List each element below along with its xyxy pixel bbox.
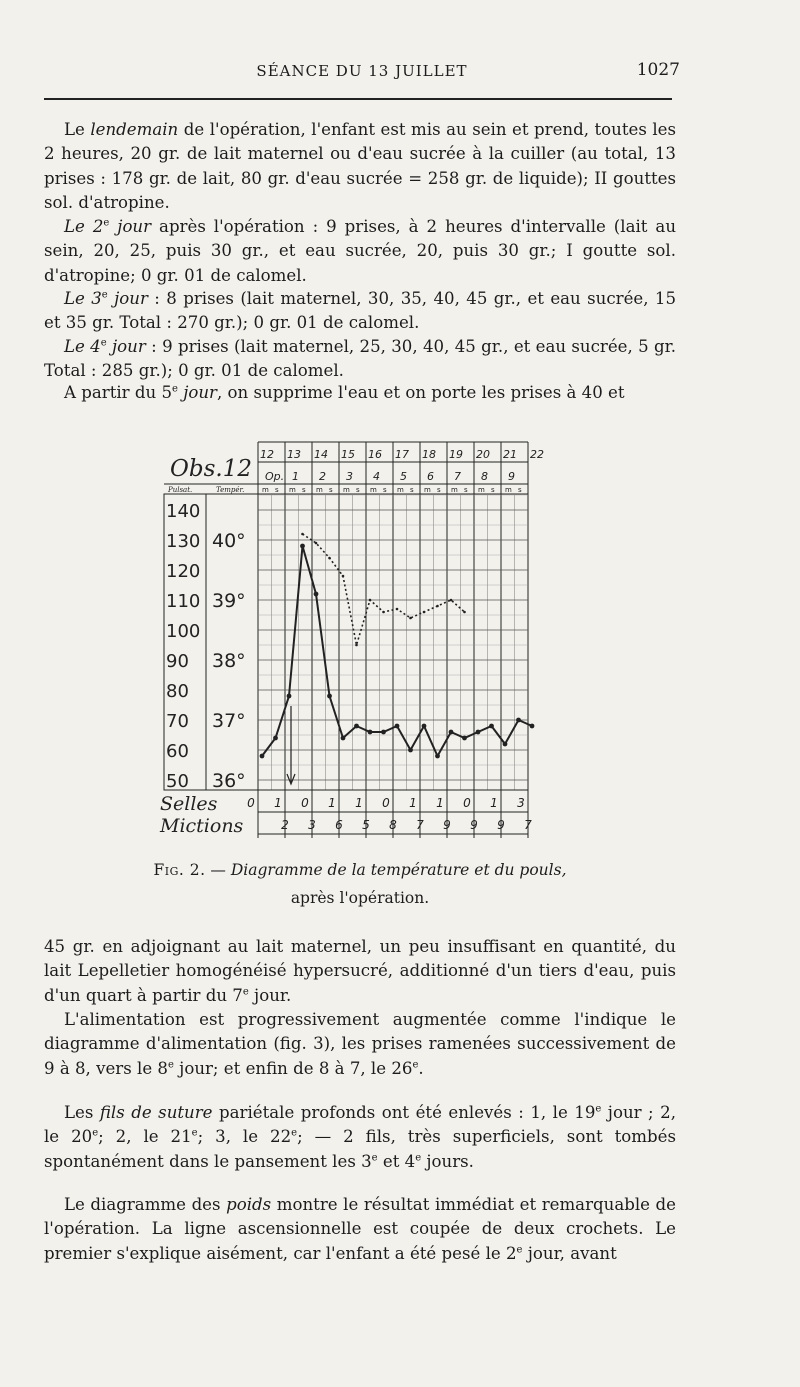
ms-label: m	[397, 486, 404, 494]
date-label: 19	[449, 448, 463, 461]
ms-label: s	[275, 486, 279, 494]
page-header	[44, 58, 680, 84]
temperature-point	[462, 736, 467, 741]
temperature-pulse-diagram	[150, 438, 550, 838]
text-run: jour	[106, 337, 146, 356]
pulse-point	[382, 611, 385, 614]
date-label: 21	[503, 448, 517, 461]
text-run: e	[371, 1152, 378, 1164]
day-label: 3	[346, 470, 353, 483]
text-run: e	[103, 217, 110, 229]
text-run: e	[595, 1103, 602, 1115]
selles-label: Selles	[160, 793, 218, 815]
caption-title: Diagramme de la température et du pouls,	[230, 861, 567, 879]
header-rule	[44, 98, 672, 100]
text-run: et 4	[377, 1151, 416, 1171]
text-run: jour	[109, 217, 152, 236]
pulse-point	[301, 533, 304, 536]
text-run: jours.	[421, 1151, 474, 1171]
pulse-tick-label: 80	[166, 681, 189, 702]
ms-label: m	[289, 486, 296, 494]
pulse-tick-label: 110	[166, 591, 201, 612]
day-label: 4	[373, 470, 380, 483]
pulse-header: Pulsat.	[168, 486, 193, 494]
text-run: : 8 prises (lait maternel, 30, 35, 40, 45 gr., et eau sucrée, 15 et 35 gr. Total : 270 gr.); 0 gr. 01 de calomel.	[44, 289, 677, 333]
ms-label: m	[505, 486, 512, 494]
pulse-point	[463, 611, 466, 614]
text-run: après l'opération : 9 prises, à 2 heures d'intervalle (lait au sein, 20, 25, puis 30 gr., et eau sucrée, 20, puis 30 gr.; I goutte sol. d'atropine; 0 gr. 01 de calomel.	[44, 217, 677, 285]
text-run: jour, avant	[522, 1243, 617, 1263]
pulse-point	[436, 605, 439, 608]
text-run: poids	[226, 1195, 272, 1214]
text-run: ; 3, le 22	[197, 1127, 292, 1147]
ms-label: m	[451, 486, 458, 494]
temperature-point	[422, 724, 427, 729]
ms-label: s	[302, 486, 306, 494]
text-run: ; — 2 fils, très superficiels, sont tombés spontanément dans le pansement les 3	[44, 1127, 676, 1171]
temperature-point	[449, 730, 454, 735]
temp-tick-label: 40°	[212, 530, 246, 552]
selles-value: 0	[247, 796, 255, 810]
temperature-point	[300, 544, 305, 549]
text-run: e	[291, 1127, 298, 1139]
paragraph-poids	[44, 1193, 676, 1266]
date-label: 20	[476, 448, 490, 461]
mictions-value: 7	[416, 818, 424, 832]
pulse-tick-label: 50	[166, 771, 189, 792]
selles-value: 3	[517, 796, 525, 810]
date-label: 18	[422, 448, 436, 461]
text-run: Le 2	[64, 217, 104, 236]
text-run: e	[191, 1127, 198, 1139]
ms-label: m	[262, 486, 269, 494]
ms-label: s	[437, 486, 441, 494]
text-run: Le 4	[64, 337, 101, 356]
temp-tick-label: 38°	[212, 650, 246, 672]
mictions-value: 9	[470, 818, 478, 832]
temp-tick-label: 39°	[212, 590, 246, 612]
temperature-point	[395, 724, 400, 729]
selles-value: 0	[301, 796, 309, 810]
temperature-point	[314, 592, 319, 597]
text-run: Le 3	[64, 289, 102, 308]
temp-tick-label: 36°	[212, 770, 246, 792]
text-run: e	[92, 1127, 99, 1139]
mictions-value: 6	[335, 818, 343, 832]
paragraph-jour-4	[44, 335, 676, 384]
text-run: jour	[183, 383, 217, 402]
mictions-value: 2	[281, 818, 289, 832]
date-label: 15	[341, 448, 355, 461]
obs-label: Obs.12	[170, 456, 252, 482]
day-label: 2	[319, 470, 326, 483]
date-label: 13	[287, 448, 301, 461]
mictions-value: 8	[389, 818, 397, 832]
temperature-point	[530, 724, 535, 729]
ms-label: s	[329, 486, 333, 494]
text-run: L'alimentation est progressivement augmentée comme l'indique le diagramme d'alimentation (fig. 3), les prises ramenées successivement de 9 à 8, vers le 8	[44, 1010, 676, 1078]
day-label: 5	[400, 470, 407, 483]
date-label: 14	[314, 448, 328, 461]
temp-tick-label: 37°	[212, 710, 246, 732]
pulse-tick-label: 90	[166, 651, 189, 672]
day-label: 8	[481, 470, 488, 483]
date-label: 12	[260, 448, 274, 461]
day-label: 6	[427, 470, 434, 483]
ms-label: s	[383, 486, 387, 494]
ms-label: m	[478, 486, 485, 494]
ms-label: m	[424, 486, 431, 494]
text-run: e	[100, 337, 107, 349]
temperature-point	[408, 748, 413, 753]
selles-value: 0	[463, 796, 471, 810]
temperature-point	[381, 730, 386, 735]
text-run: A partir du 5	[64, 383, 173, 402]
text-run: fils de suture	[99, 1103, 213, 1122]
text-run: 45 gr. en adjoignant au lait maternel, un peu insuffisant en quantité, du lait Lepelletier homogénéisé hypersucré, additionné d'un tiers d'eau, puis d'un quart à partir du 7	[44, 937, 676, 1005]
text-run: e	[167, 1059, 174, 1071]
temperature-point	[273, 736, 278, 741]
mictions-value: 9	[497, 818, 505, 832]
text-run: ; 2, le 21	[98, 1127, 192, 1147]
text-run: Le	[64, 120, 91, 139]
text-run: jour	[107, 289, 148, 308]
pulse-point	[342, 575, 345, 578]
selles-value: 1	[355, 796, 363, 810]
pulse-line	[303, 534, 465, 645]
text-run: , on supprime l'eau et on porte les prises à 40 et	[217, 383, 625, 402]
temperature-point	[368, 730, 373, 735]
selles-value: 0	[382, 796, 390, 810]
mictions-value: 7	[524, 818, 532, 832]
text-run: de l'opération, l'enfant est mis au sein et prend, toutes les 2 heures, 20 gr. de lait maternel ou d'eau sucrée à la cuiller (au total, 13 prises : 178 gr. de lait, 80 gr. d'eau sucrée = 258 gr. de liquide); II gouttes sol. d'atropine.	[44, 120, 676, 212]
pulse-point	[328, 557, 331, 560]
pulse-point	[409, 617, 412, 620]
mictions-label: Mictions	[160, 815, 244, 837]
temperature-point	[287, 694, 292, 699]
day-label: 9	[508, 470, 515, 483]
temperature-point	[327, 694, 332, 699]
temperature-point	[260, 754, 265, 759]
text-run: jour.	[248, 985, 292, 1005]
date-label: 17	[395, 448, 409, 461]
text-run: e	[415, 1152, 422, 1164]
paragraph-jour-5	[44, 381, 676, 405]
text-run: lendemain	[90, 120, 179, 139]
date-label: 22	[530, 448, 544, 461]
paragraph-jour-3	[44, 287, 676, 336]
ms-label: s	[518, 486, 522, 494]
ms-label: s	[356, 486, 360, 494]
text-run: .	[418, 1058, 424, 1078]
paragraph-alimentation	[44, 1008, 676, 1081]
day-label: 1	[292, 470, 299, 483]
mictions-value: 5	[362, 818, 370, 832]
paragraph-lendemain	[44, 118, 676, 215]
pulse-tick-label: 60	[166, 741, 189, 762]
day-label: Op.	[265, 470, 285, 483]
ms-label: m	[370, 486, 377, 494]
temperature-point	[476, 730, 481, 735]
pulse-point	[450, 599, 453, 602]
text-run: jour ; 2, le 20	[44, 1103, 676, 1147]
temperature-point	[503, 742, 508, 747]
pulse-tick-label: 130	[166, 531, 201, 552]
running-title: SÉANCE DU 13 JUILLET	[256, 62, 468, 80]
paragraph-lepelletier	[44, 935, 676, 1008]
pulse-tick-label: 140	[166, 501, 201, 522]
caption-fig-label: Fig. 2.	[153, 861, 206, 879]
page-number: 1027	[636, 60, 680, 80]
text-run: pariétale profonds ont été enlevés : 1, le 19	[212, 1103, 596, 1122]
selles-value: 1	[490, 796, 498, 810]
mictions-value: 3	[308, 818, 316, 832]
temp-header: Tempér.	[216, 486, 245, 494]
text-run: e	[516, 1244, 523, 1256]
selles-value: 1	[409, 796, 417, 810]
ms-label: s	[491, 486, 495, 494]
paragraph-jour-2	[44, 215, 676, 288]
ms-label: m	[316, 486, 323, 494]
selles-value: 1	[328, 796, 336, 810]
text-run: Les	[64, 1103, 100, 1122]
text-run: e	[242, 986, 249, 998]
caption-dash: —	[205, 861, 231, 879]
text-run: : 9 prises (lait maternel, 25, 30, 40, 45 gr., et eau sucrée, 5 gr. Total : 285 gr.); 0 gr. 01 de calomel.	[44, 337, 676, 381]
selles-value: 1	[436, 796, 444, 810]
mictions-value: 9	[443, 818, 451, 832]
selles-value: 1	[274, 796, 282, 810]
ms-label: s	[410, 486, 414, 494]
pulse-point	[369, 599, 372, 602]
temperature-point	[489, 724, 494, 729]
temperature-point	[516, 718, 521, 723]
day-label: 7	[454, 470, 461, 483]
text-run: e	[101, 289, 108, 301]
pulse-point	[396, 608, 399, 611]
ms-label: s	[464, 486, 468, 494]
temperature-point	[435, 754, 440, 759]
pulse-tick-label: 70	[166, 711, 189, 732]
pulse-tick-label: 100	[166, 621, 201, 642]
figure-caption	[44, 856, 676, 912]
text-run: jour; et enfin de 8 à 7, le 26	[173, 1058, 413, 1078]
pulse-point	[355, 644, 358, 647]
paragraph-fils-de-suture	[44, 1101, 676, 1174]
date-label: 16	[368, 448, 382, 461]
text-run: montre le résultat immédiat et remarquable de l'opération. La ligne ascensionnelle est coupée de deux crochets. Le premier s'explique aisément, car l'enfant a été pesé le 2	[44, 1195, 676, 1263]
pulse-tick-label: 120	[166, 561, 201, 582]
ms-label: m	[343, 486, 350, 494]
pulse-point	[423, 611, 426, 614]
caption-line2: après l'opération.	[290, 889, 430, 907]
text-run: e	[172, 383, 178, 395]
text-run: Le diagramme des	[64, 1195, 227, 1214]
pulse-point	[315, 542, 318, 545]
temperature-point	[341, 736, 346, 741]
temperature-point	[354, 724, 359, 729]
text-run: e	[412, 1059, 419, 1071]
